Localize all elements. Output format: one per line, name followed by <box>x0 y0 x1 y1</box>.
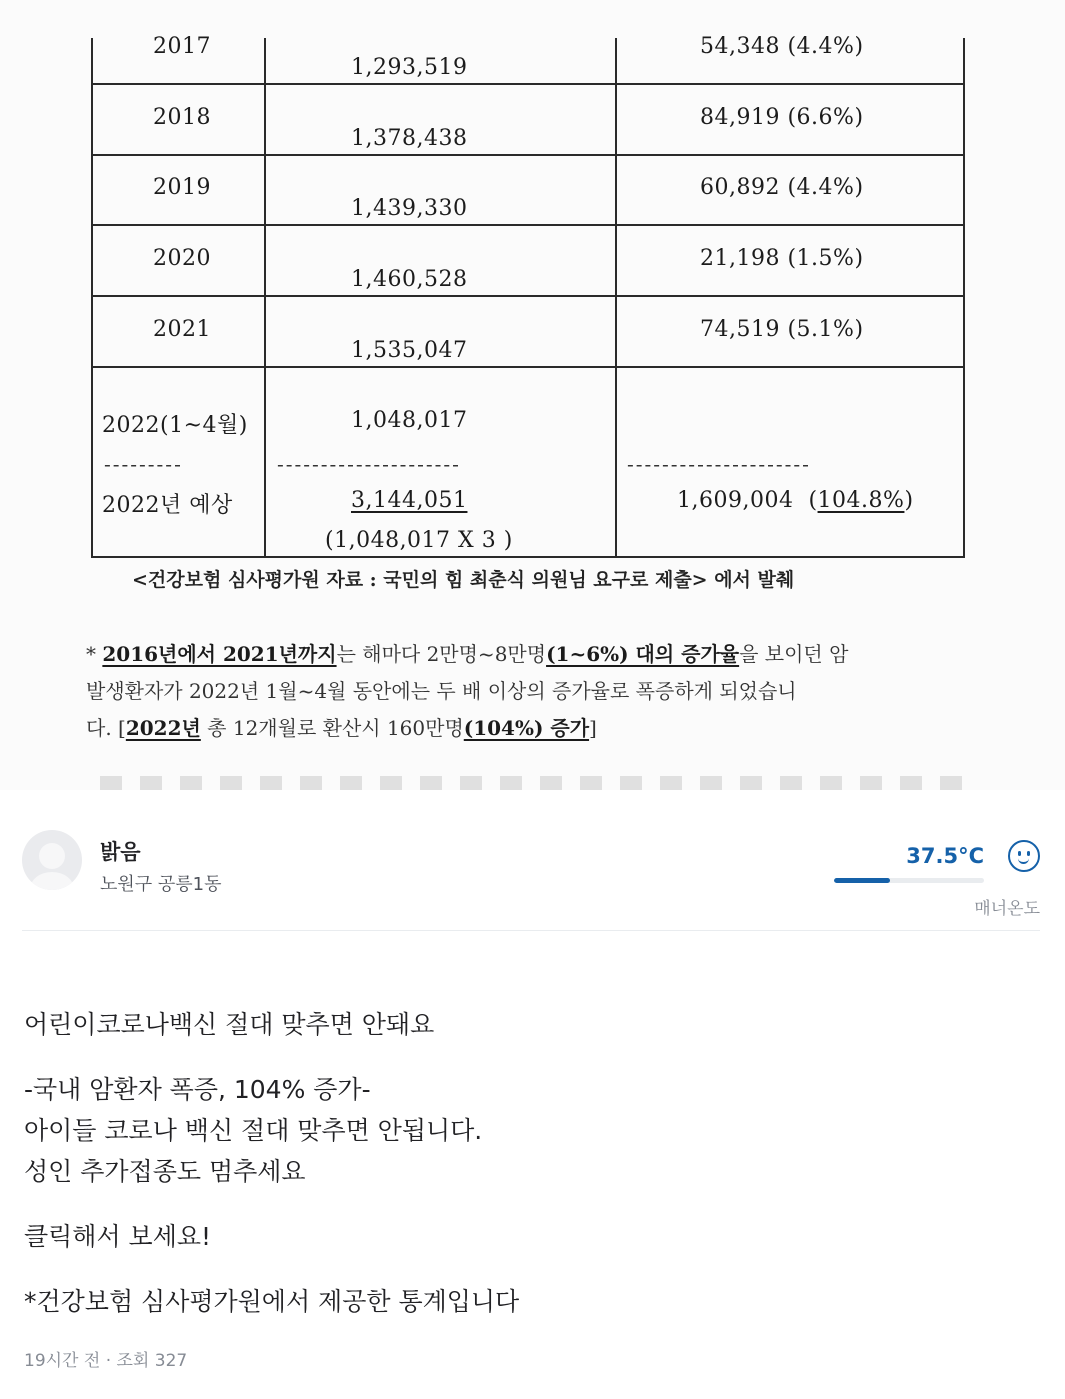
post-meta: 19시간 전 · 조회 327 <box>24 1351 188 1371</box>
smile-face-icon <box>1008 840 1040 872</box>
dash-separator: --------------------- <box>277 452 461 476</box>
increase-cell: 60,892 (4.4%) <box>700 175 864 200</box>
year-cell: 2018 <box>153 105 211 130</box>
article-line: -국내 암환자 폭증, 104% 증가- <box>24 1075 371 1104</box>
article-line: 아이들 코로나 백신 절대 맞추면 안됩니다. <box>24 1116 483 1145</box>
article-line: 클릭해서 보세요! <box>24 1222 212 1251</box>
article-line: *건강보험 심사평가원에서 제공한 통계입니다 <box>24 1287 520 1316</box>
statistics-table <box>91 34 965 558</box>
forecast-value: 3,144,051 <box>351 488 468 513</box>
forecast-formula: (1,048,017 X 3 ) <box>325 528 513 553</box>
note-paragraph: * 2016년에서 2021년까지는 해마다 2만명~8만명(1~6%) 대의 증가율을 보이던 암 발생환자가 2022년 1월~4월 동안에는 두 배 이상의 증가율로 폭증하게 되었습니 다. [2022년 총 12개월로 환산시 160만명(104%) 증가] <box>86 642 849 740</box>
faded-text-line <box>100 776 970 790</box>
increase-cell: 21,198 (1.5%) <box>700 246 864 271</box>
patients-cell: 1,048,017 <box>351 408 468 433</box>
forecast-increase: 1,609,004 (104.8%) <box>677 488 914 513</box>
patients-cell: 1,378,438 <box>351 126 468 151</box>
patients-cell: 1,460,528 <box>351 267 468 292</box>
patients-cell: 1,535,047 <box>351 338 468 363</box>
year-cell: 2019 <box>153 175 211 200</box>
article-line: 성인 추가접종도 멈추세요 <box>24 1157 306 1186</box>
increase-cell: 74,519 (5.1%) <box>700 317 864 342</box>
increase-cell: 54,348 (4.4%) <box>700 34 864 59</box>
article-body <box>24 1004 1024 1322</box>
region-label: 노원구 공릉1동 <box>100 874 222 895</box>
divider <box>22 930 1040 931</box>
patients-cell: 1,293,519 <box>351 55 468 80</box>
manner-temperature-value: 37.5°C <box>906 844 984 868</box>
dash-separator: --------------------- <box>627 452 811 476</box>
year-cell: 2021 <box>153 317 211 342</box>
nickname[interactable]: 밝음 <box>100 840 141 864</box>
manner-temperature-bar <box>834 878 984 883</box>
patients-cell: 1,439,330 <box>351 196 468 221</box>
year-cell: 2020 <box>153 246 211 271</box>
avatar[interactable] <box>22 830 82 890</box>
seller-profile <box>22 828 1040 928</box>
increase-cell: 84,919 (6.6%) <box>700 105 864 130</box>
source-caption: <건강보험 심사평가원 자료 : 국민의 힘 최춘식 의원님 요구로 제출> 에서 발췌 <box>132 569 795 591</box>
dash-separator: --------- <box>104 452 183 476</box>
manner-temperature-label[interactable]: 매너온도 <box>974 899 1040 919</box>
year-cell: 2017 <box>153 34 211 59</box>
article-title: 어린이코로나백신 절대 맞추면 안돼요 <box>24 1010 435 1039</box>
year-cell: 2022(1~4월) <box>102 413 248 438</box>
forecast-label: 2022년 예상 <box>102 493 233 518</box>
